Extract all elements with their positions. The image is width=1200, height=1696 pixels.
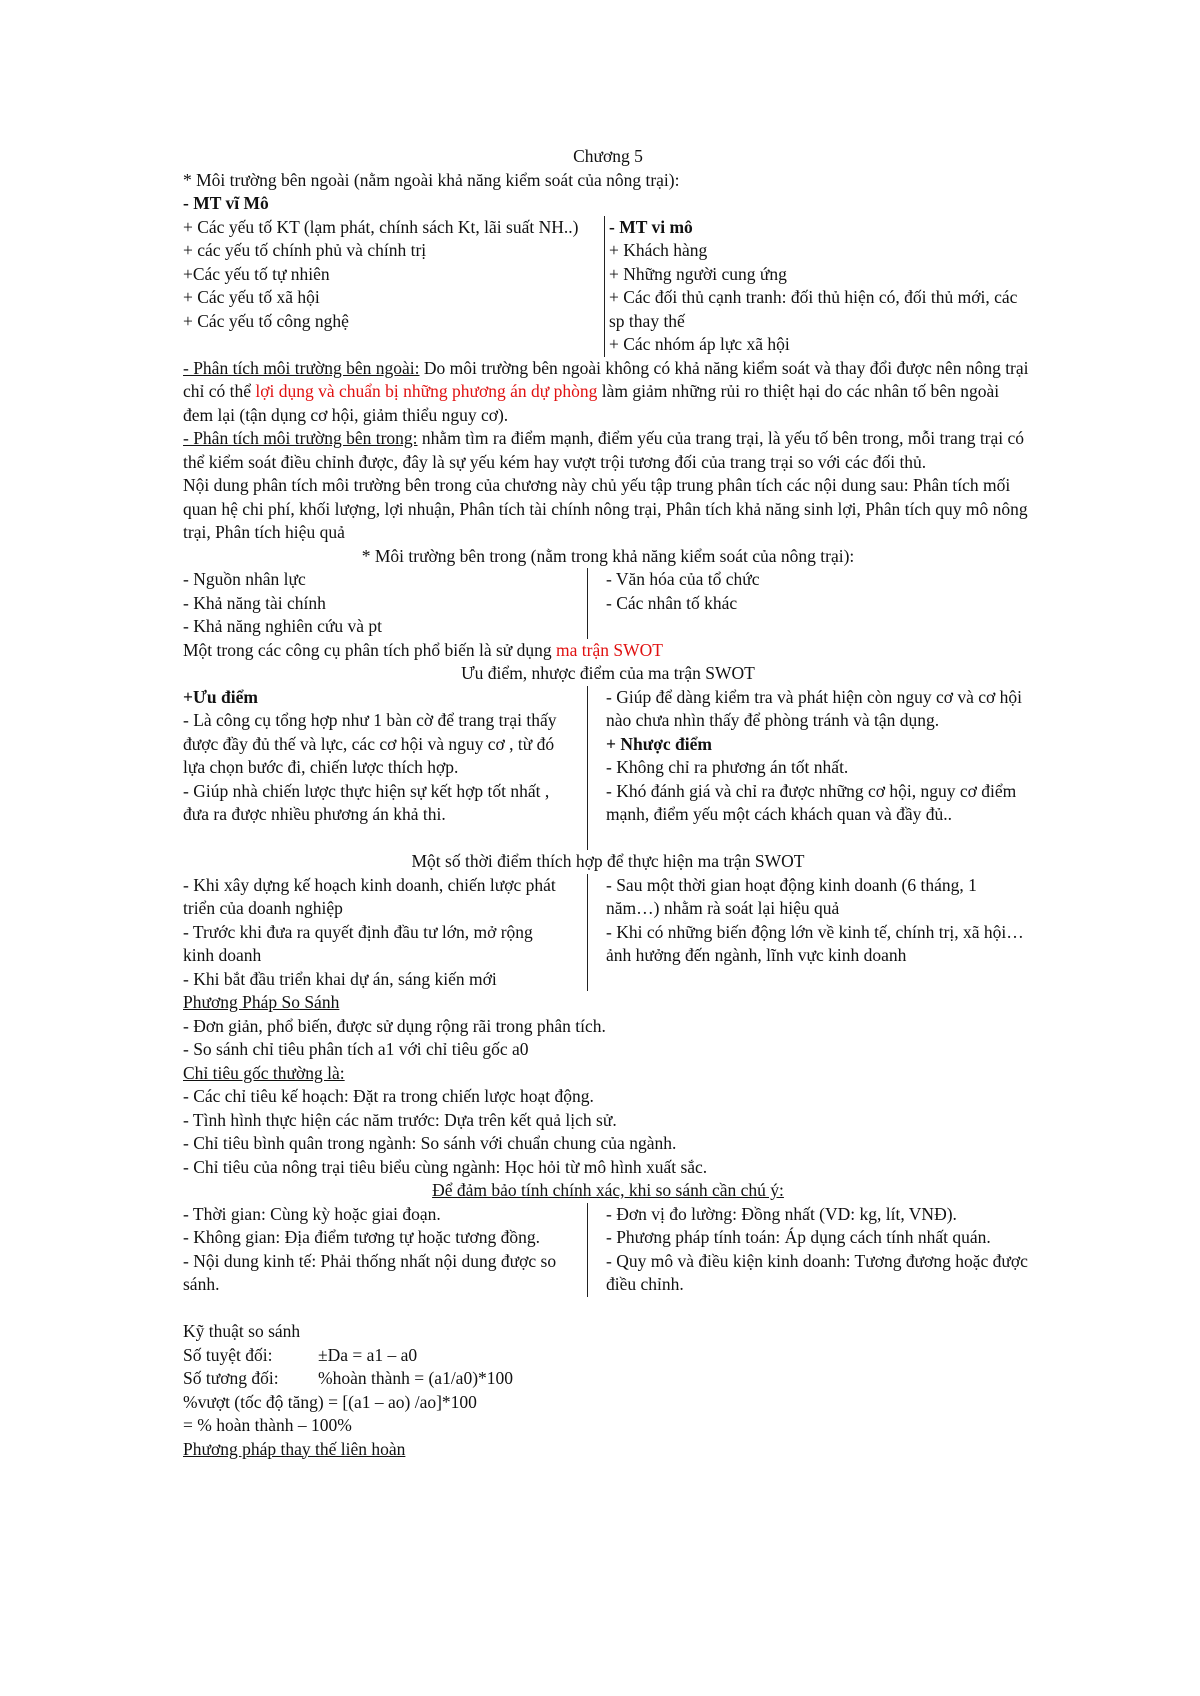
macro-env-list xyxy=(183,216,604,357)
swot-cons xyxy=(587,686,1033,851)
chapter-title: Chương 5 xyxy=(573,146,643,166)
swot-pros-cons-heading: Ưu điểm, nhược điểm của ma trận SWOT xyxy=(461,663,755,683)
accuracy-left xyxy=(183,1203,587,1297)
list-item: + Các nhóm áp lực xã hội xyxy=(609,334,790,354)
list-item: - So sánh chỉ tiêu phân tích a1 với chỉ tiêu gốc a0 xyxy=(183,1039,529,1059)
list-item: - Văn hóa của tổ chức xyxy=(606,569,760,589)
list-item: - Quy mô và điều kiện kinh doanh: Tương đương hoặc được điều chỉnh. xyxy=(606,1250,1028,1294)
highlight-text: lợi dụng và chuẩn bị những phương án dự phòng xyxy=(255,381,598,401)
list-item: - Khó đánh giá và chỉ ra được những cơ hội, nguy cơ điểm mạnh, điểm yếu một cách khách quan và đầy đủ.. xyxy=(606,780,1017,824)
internal-env-columns xyxy=(183,568,1033,639)
comparison-title: Phương Pháp So Sánh xyxy=(183,992,340,1012)
internal-env-right xyxy=(587,568,1033,639)
list-item: - Các chỉ tiêu kế hoạch: Đặt ra trong chiến lược hoạt động. xyxy=(183,1086,594,1106)
list-item: - Chỉ tiêu bình quân trong ngành: So sánh với chuẩn chung của ngành. xyxy=(183,1133,677,1153)
list-item: - Sau một thời gian hoạt động kinh doanh (6 tháng, 1 năm…) nhằm rà soát lại hiệu quả xyxy=(606,874,977,918)
internal-analysis-label: - Phân tích môi trường bên trong: xyxy=(183,428,418,448)
swot-timing-left xyxy=(183,874,587,992)
list-item: + Các yếu tố KT (lạm phát, chính sách Kt, lãi suất NH..) xyxy=(183,216,579,237)
list-item: + Các đối thủ cạnh tranh: đối thủ hiện có, đối thủ mới, các sp thay thế xyxy=(609,287,1018,331)
paragraph-text: nhằm tìm ra điểm mạnh, điểm yếu của trang trại, là yếu tố bên trong, mỗi trang trại có thể kiểm soát điều chỉnh được, đây là sự yếu kém hay vượt trội tương đối của trang trại so với các đối thủ. xyxy=(183,428,1025,472)
list-item: - Khả năng tài chính xyxy=(183,592,326,613)
internal-analysis-paragraph xyxy=(183,427,1033,474)
exceed-formula: %vượt (tốc độ tăng) = [(a1 – ao) /ao]*100 xyxy=(183,1391,477,1412)
macro-env-title: - MT vĩ Mô xyxy=(183,193,269,213)
cons-title: + Nhược điểm xyxy=(606,733,712,754)
document-page xyxy=(183,145,1033,1461)
external-analysis-paragraph xyxy=(183,357,1033,428)
list-item: - Khi có những biến động lớn về kinh tế, chính trị, xã hội…ảnh hưởng đến ngành, lĩnh vực kinh doanh xyxy=(606,921,1024,965)
internal-env-heading: * Môi trường bên trong (nằm trong khả năng kiểm soát của nông trại): xyxy=(361,545,855,566)
list-item: +Các yếu tố tự nhiên xyxy=(183,263,330,284)
env-columns xyxy=(183,216,1033,357)
external-env-heading: * Môi trường bên ngoài (nằm ngoài khả năng kiểm soát của nông trại): xyxy=(183,169,680,190)
relative-formula-line xyxy=(183,1367,1033,1391)
list-item: - Không gian: Địa điểm tương tự hoặc tương đồng. xyxy=(183,1227,541,1247)
list-item: - Đơn giản, phổ biến, được sử dụng rộng rãi trong phân tích. xyxy=(183,1015,606,1036)
list-item: - Giúp nhà chiến lược thực hiện sự kết hợp tốt nhất , đưa ra được nhiều phương án khả thi. xyxy=(183,780,550,824)
spacer xyxy=(606,827,1033,851)
swot-timing-columns xyxy=(183,874,1033,992)
micro-env-list xyxy=(604,216,1033,357)
list-item: + các yếu tố chính phủ và chính trị xyxy=(183,240,427,260)
list-item: - Không chỉ ra phương án tốt nhất. xyxy=(606,757,849,777)
list-item: - Khả năng nghiên cứu và pt xyxy=(183,616,383,636)
absolute-formula-line xyxy=(183,1344,1033,1368)
internal-env-left xyxy=(183,568,587,639)
content-paragraph: Nội dung phân tích môi trường bên trong của chương này chủ yếu tập trung phân tích các nội dung sau: Phân tích mối quan hệ chi phí, khối lượng, lợi nhuận, Phân tích tài chính nông trại, Phân tích khả năng sinh lợi, Phân tích quy mô nông trại, Phân tích hiệu quả xyxy=(183,475,1028,542)
list-item: - Nguồn nhân lực xyxy=(183,569,306,589)
list-item: - Trước khi đưa ra quyết định đầu tư lớn, mở rộng kinh doanh xyxy=(183,921,533,965)
list-item: - Nội dung kinh tế: Phải thống nhất nội dung được so sánh. xyxy=(183,1250,557,1294)
paragraph-text: làm giảm những rủi ro thiệt hại do các nhân tố bên ngoài đem lại (tận dụng cơ hội, giảm thiểu nguy cơ). xyxy=(183,381,1000,425)
list-item: - Khi xây dựng kế hoạch kinh doanh, chiến lược phát triển của doanh nghiệp xyxy=(183,874,556,918)
relative-label: Số tương đối: xyxy=(183,1368,279,1388)
highlight-text: ma trận SWOT xyxy=(556,639,663,660)
swot-pros-cons-columns xyxy=(183,686,1033,851)
paragraph-text: Do môi trường bên ngoài không có khả năng kiểm soát và thay đổi được nên nông trại chỉ có thể xyxy=(183,357,1029,401)
relative-formula: %hoàn thành = (a1/a0)*100 xyxy=(318,1368,514,1388)
spacer xyxy=(183,1297,1033,1321)
external-analysis-label: - Phân tích môi trường bên ngoài: xyxy=(183,357,420,378)
swot-pros xyxy=(183,686,587,851)
swot-timing-heading: Một số thời điểm thích hợp để thực hiện ma trận SWOT xyxy=(411,851,805,871)
accuracy-columns xyxy=(183,1203,1033,1297)
list-item: - Thời gian: Cùng kỳ hoặc giai đoạn. xyxy=(183,1203,441,1224)
list-item: - Khi bắt đầu triển khai dự án, sáng kiến mới xyxy=(183,968,497,989)
base-indicator-title: Chỉ tiêu gốc thường là: xyxy=(183,1062,345,1083)
swot-intro xyxy=(183,639,1033,663)
list-item: - Là công cụ tổng hợp như 1 bàn cờ để trang trại thấy được đầy đủ thế và lực, các cơ hội và nguy cơ , từ đó lựa chọn bước đi, chiến lược thích hợp. xyxy=(183,710,557,777)
list-item: - Phương pháp tính toán: Áp dụng cách tính nhất quán. xyxy=(606,1227,991,1247)
list-item: - Giúp để dàng kiểm tra và phát hiện còn nguy cơ và cơ hội nào chưa nhìn thấy để phòng tránh và tận dụng. xyxy=(606,686,1023,730)
list-item: - Tình hình thực hiện các năm trước: Dựa trên kết quả lịch sử. xyxy=(183,1109,617,1130)
accuracy-right xyxy=(587,1203,1033,1297)
exceed-formula-2: = % hoàn thành – 100% xyxy=(183,1415,352,1435)
list-item: + Những người cung ứng xyxy=(609,263,787,284)
list-item: + Khách hàng xyxy=(609,240,708,260)
list-item: - Chỉ tiêu của nông trại tiêu biểu cùng ngành: Học hỏi từ mô hình xuất sắc. xyxy=(183,1156,708,1177)
absolute-label: Số tuyệt đối: xyxy=(183,1344,273,1365)
list-item: - Đơn vị đo lường: Đồng nhất (VD: kg, lít, VNĐ). xyxy=(606,1203,957,1224)
list-item: + Các yếu tố công nghệ xyxy=(183,310,349,331)
list-item: - Các nhân tố khác xyxy=(606,592,738,613)
accuracy-title: Để đảm bảo tính chính xác, khi so sánh cần chú ý: xyxy=(432,1180,784,1200)
swot-timing-right xyxy=(587,874,1033,992)
technique-title: Kỹ thuật so sánh xyxy=(183,1321,301,1341)
list-item: + Các yếu tố xã hội xyxy=(183,287,320,307)
absolute-formula: ±Da = a1 – a0 xyxy=(318,1344,418,1365)
pros-title: +Ưu điểm xyxy=(183,686,258,707)
chain-substitution-title: Phương pháp thay thế liên hoàn xyxy=(183,1438,406,1459)
paragraph-text: Một trong các công cụ phân tích phổ biến là sử dụng xyxy=(183,639,557,660)
micro-env-title: - MT vi mô xyxy=(609,216,693,237)
